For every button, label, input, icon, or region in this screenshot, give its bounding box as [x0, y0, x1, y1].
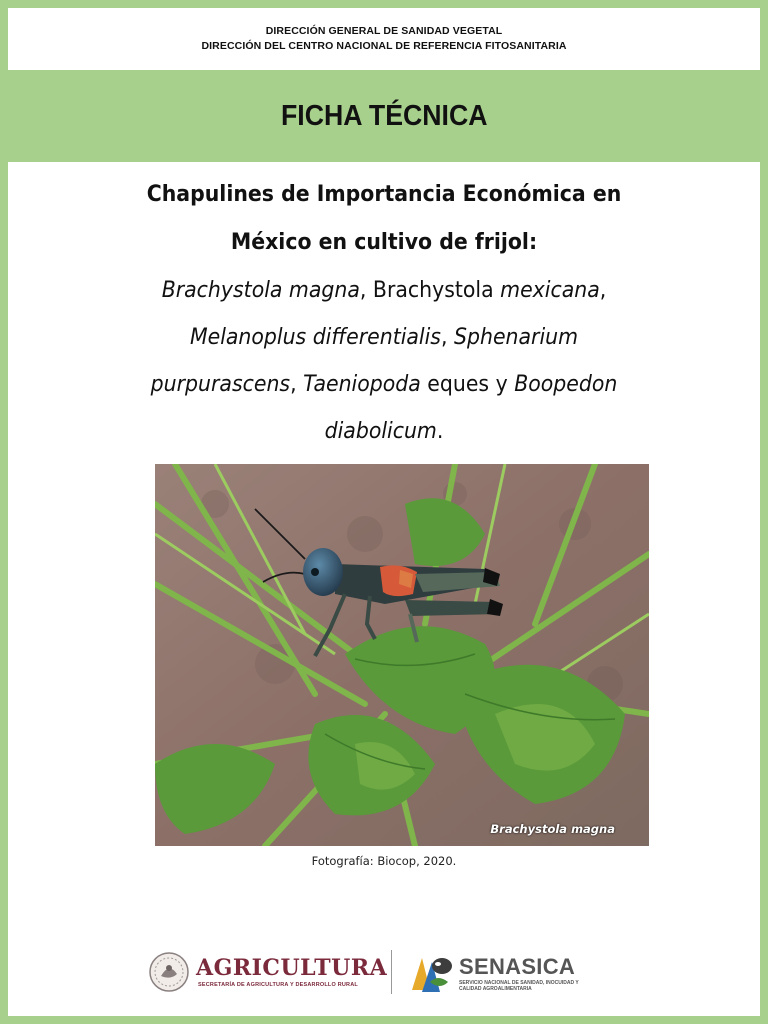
species-text: , Brachystola: [359, 278, 501, 303]
grasshopper-photo: [155, 464, 649, 846]
photo-caption: Brachystola magna: [490, 822, 615, 836]
document-title-line-1: Chapulines de Importancia Económica en: [146, 182, 622, 207]
species-line-1: [34, 278, 733, 303]
species-name: Sphenarium: [453, 325, 579, 350]
species-name: Melanoplus differentialis: [189, 325, 441, 350]
species-name: diabolicum: [324, 419, 437, 444]
logo-divider: [391, 950, 392, 994]
species-text: ,: [599, 278, 607, 303]
header-line-2: DIRECCIÓN DEL CENTRO NACIONAL DE REFERENCIA FITOSANITARIA: [201, 40, 567, 52]
species-text: eques y: [420, 372, 515, 397]
content-panel: [8, 162, 760, 1016]
senasica-logo-name: SENASICA: [459, 954, 576, 979]
photo-credit: Fotografía: Biocop, 2020.: [311, 854, 457, 868]
logos-footer: [8, 944, 760, 1004]
senasica-logo-subtitle: SERVICIO NACIONAL DE SANIDAD, INOCUIDAD Y CALIDAD AGROALIMENTARIA: [459, 980, 579, 992]
banner-title: FICHA TÉCNICA: [280, 99, 488, 132]
mexico-seal-icon: [149, 952, 189, 992]
species-text: ,: [440, 325, 454, 350]
agricultura-logo-name: AGRICULTURA: [196, 955, 388, 981]
species-name: purpurascens: [150, 372, 291, 397]
species-name: Taeniopoda: [303, 372, 421, 397]
document-title-line-2: México en cultivo de frijol:: [230, 230, 538, 255]
header-box: [8, 8, 760, 70]
species-line-4: [34, 419, 733, 444]
species-name: Brachystola magna: [161, 278, 360, 303]
species-text: ,: [290, 372, 304, 397]
species-name: Boopedon: [514, 372, 618, 397]
species-line-2: [34, 325, 733, 350]
species-text: .: [436, 419, 444, 444]
title-banner: [0, 70, 768, 162]
species-line-3: [34, 372, 733, 397]
senasica-emblem-icon: [408, 952, 456, 996]
species-name: mexicana: [500, 278, 600, 303]
header-line-1: DIRECCIÓN GENERAL DE SANIDAD VEGETAL: [265, 25, 503, 37]
agricultura-logo-subtitle: SECRETARÍA DE AGRICULTURA Y DESARROLLO RURAL: [198, 982, 358, 988]
